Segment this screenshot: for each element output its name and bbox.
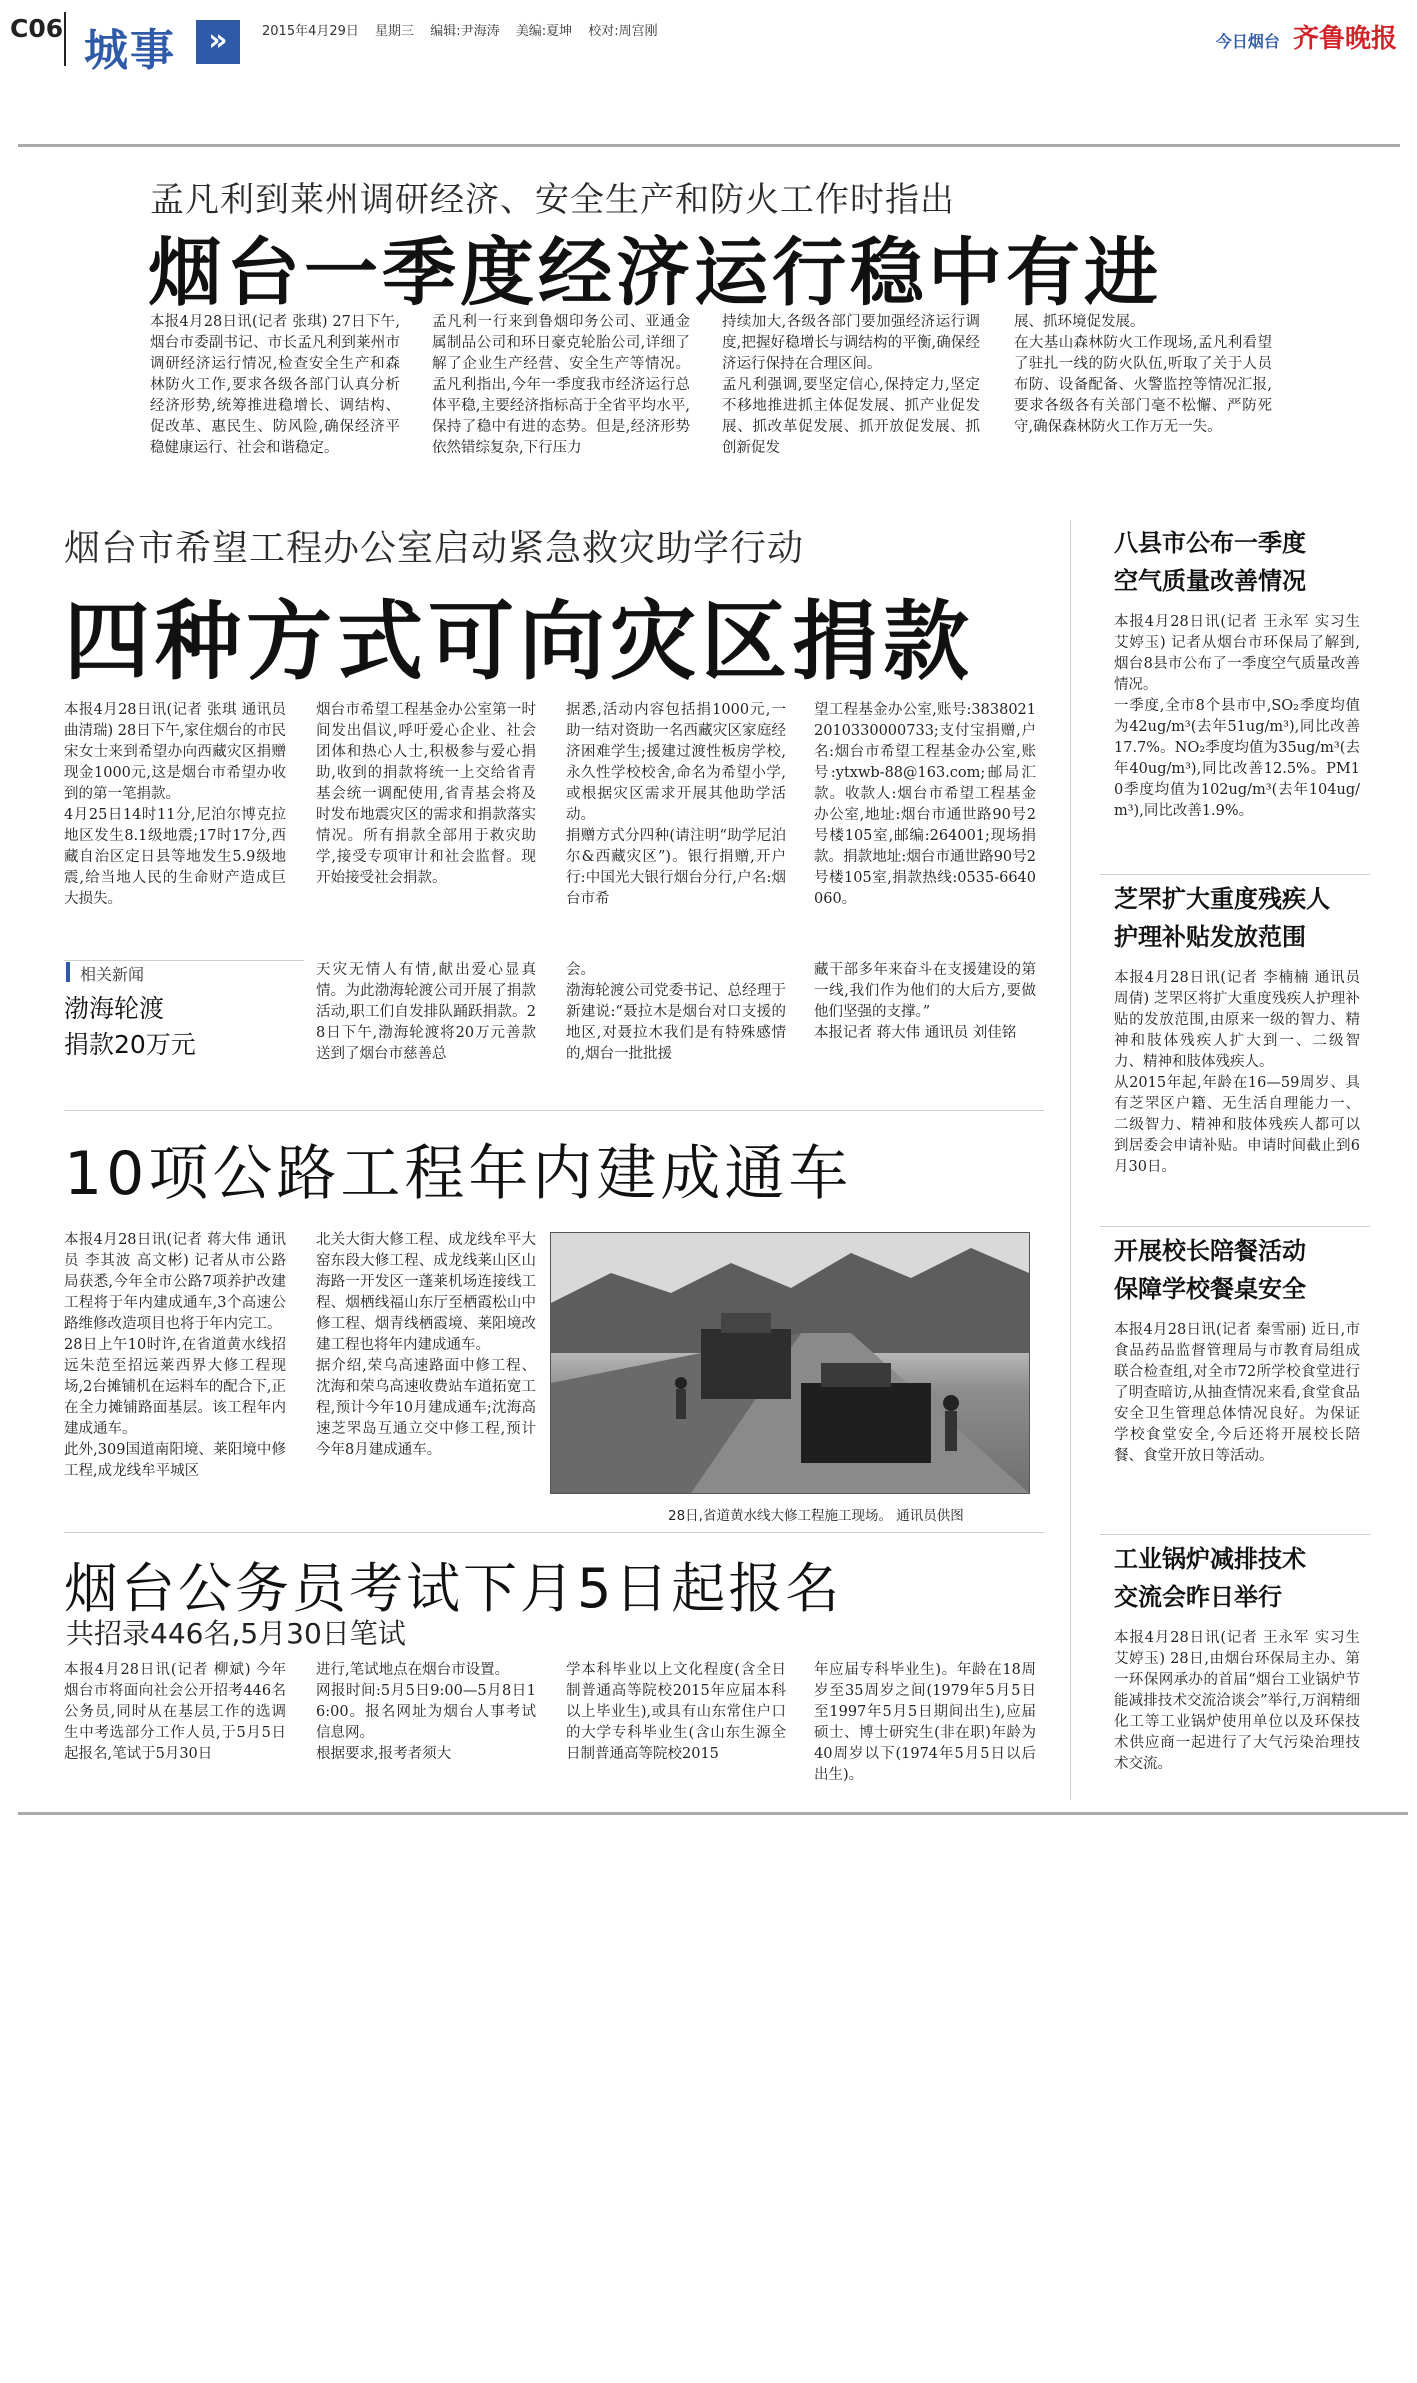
story1-col-1: 本报4月28日讯(记者 张琪) 27日下午,烟台市委副书记、市长孟凡利到莱州市调研经济运行情况,检查安全生产和森林防火工作,要求各级各部门认真分析经济形势,统筹推进稳增长、调结构、促改革、惠民生、防风险,确保经济平稳健康运行、社会和谐稳定。	[150, 314, 400, 456]
sidebar-divider	[1070, 520, 1071, 1800]
art-editor-credit: 美编:夏坤	[515, 24, 573, 39]
brief-3-body: 本报4月28日讯(记者 秦雪丽) 近日,市食品药品监督管理局与市教育局组成联合检查组,对全市72所学校食堂进行了明查暗访,从抽查情况来看,食堂食品安全卫生管理总体情况良好。为保证学校食堂安全,今后还将开展校长陪餐、食堂开放日等活动。	[1114, 1322, 1360, 1464]
story4-rule	[64, 1532, 1044, 1533]
issue-date: 2015年4月29日	[262, 24, 359, 39]
story2-col-4: 望工程基金办公室,账号:38380212010330000733;支付宝捐赠,户名:烟台市希望工程基金办公室,账号:ytxwb-88@163.com;邮局汇款。收款人:烟台市希望工程基金办公室,地址:烟台市通世路90号2号楼105室,邮编:264001;现场捐款。捐款地址:烟台市通世路90号2号楼105室,捐款热线:0535-6640060。	[814, 702, 1036, 907]
related-col-1: 天灾无情人有情,献出爱心显真情。为此渤海轮渡公司开展了捐款活动,职工们自发排队踊跃捐款。28日下午,渤海轮渡将20万元善款送到了烟台市慈善总	[316, 962, 536, 1062]
brief-4-body: 本报4月28日讯(记者 王永军 实习生 艾婷玉) 28日,由烟台环保局主办、第一环保网承办的首届“烟台工业锅炉节能减排技术交流洽谈会”举行,万润精细化工等工业锅炉使用单位以及环保技术供应商一起进行了大气污染治理技术交流。	[1114, 1630, 1360, 1772]
story4-headline: 烟台公务员考试下月5日起报名	[64, 1557, 843, 1620]
story4-subheadline: 共招录446名,5月30日笔试	[66, 1617, 406, 1650]
photo-caption: 28日,省道黄水线大修工程施工现场。 通讯员供图	[668, 1508, 964, 1524]
related-marker	[66, 962, 70, 982]
related-title-line-2: 捐款20万元	[64, 1030, 196, 1059]
brief-2-title	[1114, 880, 1330, 956]
newspaper-logo: 齐鲁晚报	[1292, 24, 1397, 54]
brief-4-rule	[1100, 1534, 1370, 1535]
issue-weekday: 星期三	[375, 24, 415, 39]
story2-col-2: 烟台市希望工程基金办公室第一时间发出倡议,呼吁爱心企业、社会团体和热心人士,积极参与爱心捐助,收到的捐款将统一上交给省青基会统一调配使用,省青基会将及时发布地震灾区的需求和捐款落实情况。所有捐款全部用于救灾助学,接受专项审计和社会监督。现开始接受社会捐款。	[316, 702, 536, 886]
header-rule	[18, 144, 1400, 147]
edition-tag: 今日烟台	[1215, 32, 1280, 51]
brief-4-title-line-2: 交流会昨日举行	[1114, 1583, 1282, 1611]
story2-kicker: 烟台市希望工程办公室启动紧急救灾助学行动	[64, 528, 805, 569]
road-construction-photo	[550, 1232, 1030, 1494]
story3-col-1: 本报4月28日讯(记者 蒋大伟 通讯员 李其波 高文彬) 记者从市公路局获悉,今年全市公路7项养护改建工程将于年内建成通车,3个高速公路维修改造项目也将于年内完工。 28日上午10时许,在省道黄水线招远朱范至招远莱西界大修工程现场,2台摊铺机在运料车的配合下,正在全力摊铺路面基层。该工程年内建成通车。 此外,309国道南阳境、莱阳境中修工程,成龙线牟平城区	[64, 1232, 286, 1479]
related-title-line-1: 渤海轮渡	[64, 994, 165, 1023]
brief-1-title	[1114, 524, 1306, 600]
brief-2-title-line-1: 芝罘扩大重度残疾人	[1114, 885, 1330, 913]
related-col-3: 藏干部多年来奋斗在支援建设的第一线,我们作为他们的大后方,要做他们坚强的支撑。” 本报记者 蒋大伟 通讯员 刘佳铭	[814, 962, 1036, 1041]
brief-3-title-line-2: 保障学校餐桌安全	[1114, 1275, 1306, 1303]
story4-col-4: 年应届专科毕业生)。年龄在18周岁至35周岁之间(1979年5月5日至1997年5月5日期间出生),应届硕士、博士研究生(非在职)年龄为40周岁以下(1974年5月5日以后出生)。	[814, 1662, 1036, 1783]
header-meta	[262, 20, 670, 39]
brief-1-title-line-1: 八县市公布一季度	[1114, 529, 1306, 557]
brief-3-rule	[1100, 1226, 1370, 1227]
story1-col-3: 持续加大,各级各部门要加强经济运行调度,把握好稳增长与调结构的平衡,确保经济运行保持在合理区间。 孟凡利强调,要坚定信心,保持定力,坚定不移地推进抓主体促发展、抓产业促发展、抓改革促发展、抓开放促发展、抓创新促发	[722, 314, 980, 456]
story4-col-1: 本报4月28日讯(记者 柳斌) 今年烟台市将面向社会公开招考446名公务员,同时从在基层工作的选调生中考选部分工作人员,于5月5日起报名,笔试于5月30日	[64, 1662, 286, 1762]
related-col-2: 会。 渤海轮渡公司党委书记、总经理于新建说:“聂拉木是烟台对口支援的地区,对聂拉木我们是有特殊感情的,烟台一批批援	[566, 962, 786, 1062]
story2-col-3: 据悉,活动内容包括捐1000元,一助一结对资助一名西藏灾区家庭经济困难学生;援建过渡性板房学校,永久性学校校舍,命名为希望小学,或根据灾区需求开展其他助学活动。 捐赠方式分四种(请注明“助学尼泊尔&西藏灾区”)。银行捐赠,开户行:中国光大银行烟台分行,户名:烟台市希	[566, 702, 786, 907]
story4-col-2: 进行,笔试地点在烟台市设置。 网报时间:5月5日9:00—5月8日16:00。报名网址为烟台人事考试信息网。 根据要求,报考者须大	[316, 1662, 536, 1762]
story3-headline: 10项公路工程年内建成通车	[64, 1139, 853, 1209]
related-label: 相关新闻	[80, 965, 145, 984]
brief-1-body: 本报4月28日讯(记者 王永军 实习生 艾婷玉) 记者从烟台市环保局了解到,烟台8县市公布了一季度空气质量改善情况。 一季度,全市8个县市中,SO₂季度均值为42ug/m³(去年51ug/m³),同比改善17.7%。NO₂季度均值为35ug/m³(去年40ug/m³),同比改善12.5%。PM10季度均值为102ug/m³(去年104ug/m³),同比改善1.9%。	[1114, 614, 1360, 819]
header-divider	[64, 12, 66, 66]
story2-headline: 四种方式可向灾区捐款	[64, 591, 974, 692]
editor-credit: 编辑:尹海涛	[430, 24, 500, 39]
story4-col-3: 学本科毕业以上文化程度(含全日制普通高等院校2015年应届本科以上毕业生),或具有山东常住户口的大学专科毕业生(含山东生源全日制普通高等院校2015	[566, 1662, 786, 1762]
story3-rule	[64, 1110, 1044, 1111]
story1-col-4: 展、抓环境促发展。 在大基山森林防火工作现场,孟凡利看望了驻扎一线的防火队伍,听取了关于人员布防、设备配备、火警监控等情况汇报,要求各级各有关部门毫不松懈、严防死守,确保森林防火工作万无一失。	[1014, 314, 1272, 435]
section-title: 城事	[84, 25, 176, 76]
header-brand	[1216, 18, 1397, 55]
story1-col-2: 孟凡利一行来到鲁烟印务公司、亚通金属制品公司和环日豪克轮胎公司,详细了解了企业生产经营、安全生产等情况。孟凡利指出,今年一季度我市经济运行总体平稳,主要经济指标高于全省平均水平,保持了稳中有进的态势。但是,经济形势依然错综复杂,下行压力	[432, 314, 690, 456]
brief-2-title-line-2: 护理补贴发放范围	[1114, 923, 1306, 951]
brief-2-body: 本报4月28日讯(记者 李楠楠 通讯员 周倩) 芝罘区将扩大重度残疾人护理补贴的发放范围,由原来一级的智力、精神和肢体残疾人扩大到一、二级智力、精神和肢体残疾人。 从2015年起,年龄在16—59周岁、具有芝罘区户籍、无生活自理能力一、二级智力、精神和肢体残疾人都可以到居委会申请补贴。申请时间截止到6月30日。	[1114, 970, 1360, 1175]
proofreader-credit: 校对:周宫刚	[588, 24, 658, 39]
story1-kicker: 孟凡利到莱州调研经济、安全生产和防火工作时指出	[150, 180, 955, 220]
photo-illustration	[551, 1233, 1029, 1493]
brief-4-title	[1114, 1540, 1306, 1616]
brief-3-title	[1114, 1232, 1306, 1308]
brief-2-rule	[1100, 874, 1370, 875]
brief-1-title-line-2: 空气质量改善情况	[1114, 567, 1306, 595]
chevron-right-icon: »	[196, 20, 240, 64]
story1-headline: 烟台一季度经济运行稳中有进	[148, 230, 1162, 316]
brief-3-title-line-1: 开展校长陪餐活动	[1114, 1237, 1306, 1265]
brief-4-title-line-1: 工业锅炉减排技术	[1114, 1545, 1306, 1573]
story3-col-2: 北关大街大修工程、成龙线牟平大窑东段大修工程、成龙线莱山区山海路一开发区一蓬莱机场连接线工程、烟栖线福山东厅至栖霞松山中修工程、烟青线栖霞境、莱阳境改建工程也将年内建成通车。 据介绍,荣乌高速路面中修工程、沈海和荣乌高速收费站车道拓宽工程,预计今年10月建成通车;沈海高速芝罘岛互通立交中修工程,预计今年8月建成通车。	[316, 1232, 536, 1458]
page-number: C06	[10, 14, 64, 43]
related-rule	[64, 960, 304, 961]
story2-col-1: 本报4月28日讯(记者 张琪 通讯员 曲清瑞) 28日下午,家住烟台的市民宋女士来到希望办向西藏灾区捐赠现金1000元,这是烟台市希望办收到的第一笔捐款。 4月25日14时11分,尼泊尔博克拉地区发生8.1级地震;17时17分,西藏自治区定日县等地发生5.9级地震,给当地人民的生命财产造成巨大损失。	[64, 702, 286, 907]
footer-rule	[18, 1812, 1408, 1815]
